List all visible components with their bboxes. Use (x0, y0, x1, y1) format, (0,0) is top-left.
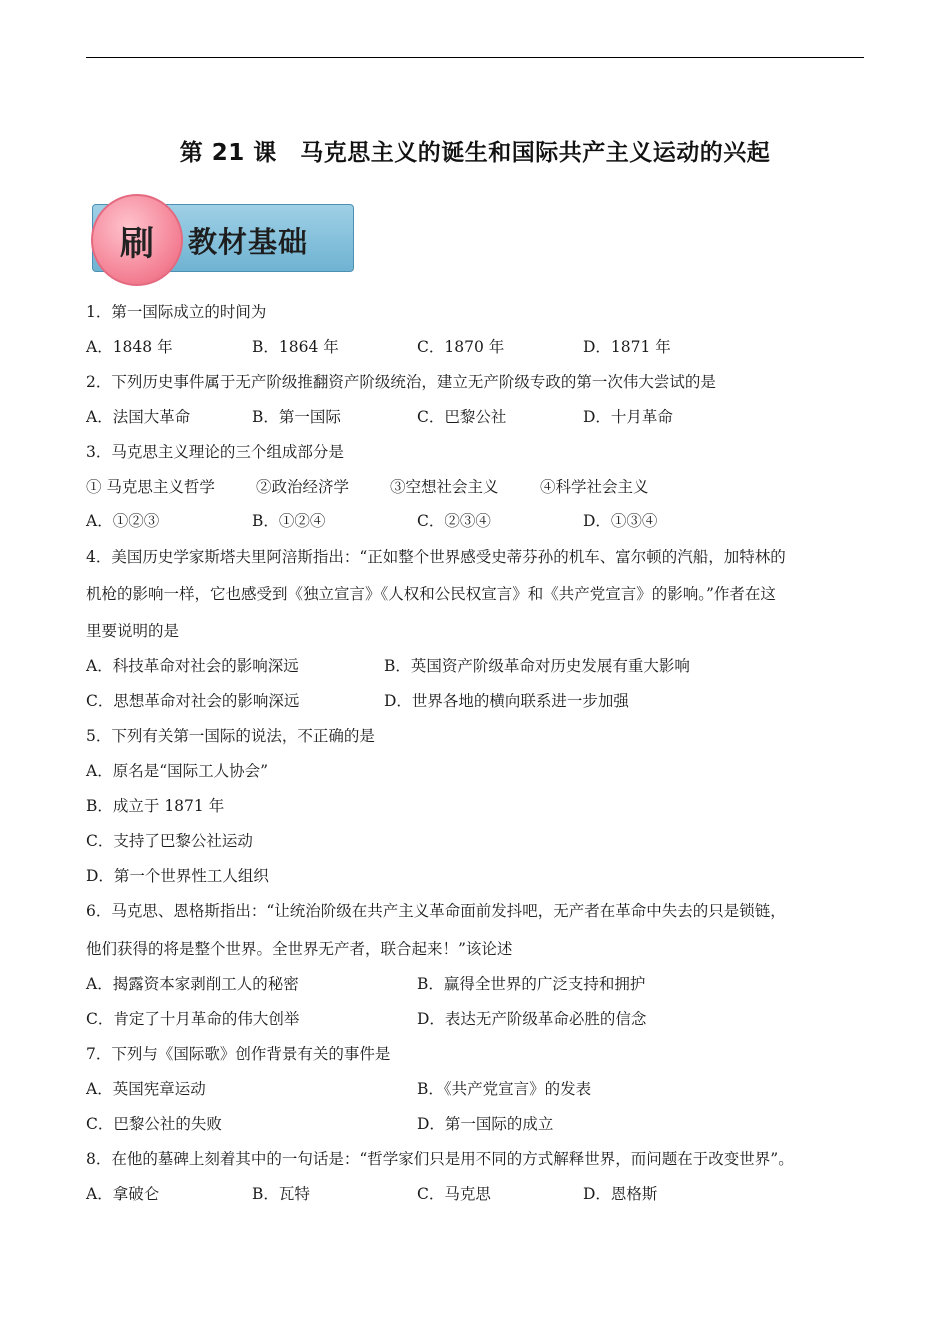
q3-option-b: B．①②④ (252, 512, 326, 530)
q2-option-b: B．第一国际 (252, 408, 341, 426)
q2-option-d: D．十月革命 (583, 408, 673, 426)
q8-option-d: D．恩格斯 (583, 1185, 658, 1203)
q7-option-b: B．《共产党宣言》的发表 (417, 1080, 592, 1098)
q7-option-c: C．巴黎公社的失败 (86, 1115, 222, 1133)
question-8-stem: 8．在他的墓碑上刻着其中的一句话是：“哲学家们只是用不同的方式解释世界，而问题在于改变世界”。 (86, 1150, 794, 1168)
q8-option-c: C．马克思 (417, 1185, 491, 1203)
q6-option-a: A．揭露资本家剥削工人的秘密 (86, 975, 299, 993)
question-4-stem-line-1: 4．美国历史学家斯塔夫里阿涪斯指出：“正如整个世界感受史蒂芬孙的机车、富尔顿的汽船，加特林的 (86, 548, 786, 566)
q6-option-c: C．肯定了十月革命的伟大创举 (86, 1010, 300, 1028)
banner-badge: 刷 (91, 194, 183, 286)
question-5-stem: 5．下列有关第一国际的说法，不正确的是 (86, 727, 375, 745)
q3-item-1: ① 马克思主义哲学 (86, 478, 215, 496)
q5-option-a: A．原名是“国际工人协会” (86, 762, 269, 780)
question-2-stem: 2．下列历史事件属于无产阶级推翻资产阶级统治，建立无产阶级专政的第一次伟大尝试的是 (86, 373, 716, 391)
q5-option-d: D．第一个世界性工人组织 (86, 867, 269, 885)
q6-option-b: B．赢得全世界的广泛支持和拥护 (417, 975, 646, 993)
question-1-stem: 1．第一国际成立的时间为 (86, 303, 267, 321)
q5-option-b: B．成立于 1871 年 (86, 797, 225, 815)
q3-option-c: C．②③④ (417, 512, 491, 530)
q3-item-2: ②政治经济学 (256, 478, 350, 496)
banner-label: 教材基础 (188, 225, 309, 259)
question-7-stem: 7．下列与《国际歌》创作背景有关的事件是 (86, 1045, 391, 1063)
q5-option-c: C．支持了巴黎公社运动 (86, 832, 253, 850)
q1-option-a: A．1848 年 (86, 338, 173, 356)
question-4-stem-line-2: 机枪的影响一样，它也感受到《独立宣言》《人权和公民权宣言》和《共产党宣言》的影响。”作者在这 (86, 585, 776, 603)
q4-option-d: D．世界各地的横向联系进一步加强 (384, 692, 629, 710)
q6-option-d: D．表达无产阶级革命必胜的信念 (417, 1010, 647, 1028)
q4-option-b: B．英国资产阶级革命对历史发展有重大影响 (384, 657, 690, 675)
q3-item-4: ④科学社会主义 (540, 478, 649, 496)
q8-option-b: B．瓦特 (252, 1185, 310, 1203)
question-4-stem-line-3: 里要说明的是 (86, 622, 180, 640)
q7-option-d: D．第一国际的成立 (417, 1115, 554, 1133)
section-banner (90, 194, 354, 274)
question-6-stem-line-2: 他们获得的将是整个世界。全世界无产者，联合起来！”该论述 (86, 940, 513, 958)
question-6-stem-line-1: 6．马克思、恩格斯指出：“让统治阶级在共产主义革命面前发抖吧，无产者在革命中失去的只是锁链， (86, 902, 786, 920)
q3-option-a: A．①②③ (86, 512, 160, 530)
q2-option-c: C．巴黎公社 (417, 408, 507, 426)
question-3-stem: 3．马克思主义理论的三个组成部分是 (86, 443, 344, 461)
q2-option-a: A．法国大革命 (86, 408, 191, 426)
q3-option-d: D．①③④ (583, 512, 658, 530)
q1-option-b: B．1864 年 (252, 338, 339, 356)
q8-option-a: A．拿破仑 (86, 1185, 160, 1203)
q1-option-d: D．1871 年 (583, 338, 671, 356)
q1-option-c: C．1870 年 (417, 338, 505, 356)
q3-item-3: ③空想社会主义 (390, 478, 499, 496)
q4-option-c: C．思想革命对社会的影响深远 (86, 692, 300, 710)
page-title: 第 21 课 马克思主义的诞生和国际共产主义运动的兴起 (179, 140, 771, 166)
q4-option-a: A．科技革命对社会的影响深远 (86, 657, 299, 675)
header-rule (86, 57, 864, 58)
q7-option-a: A．英国宪章运动 (86, 1080, 206, 1098)
